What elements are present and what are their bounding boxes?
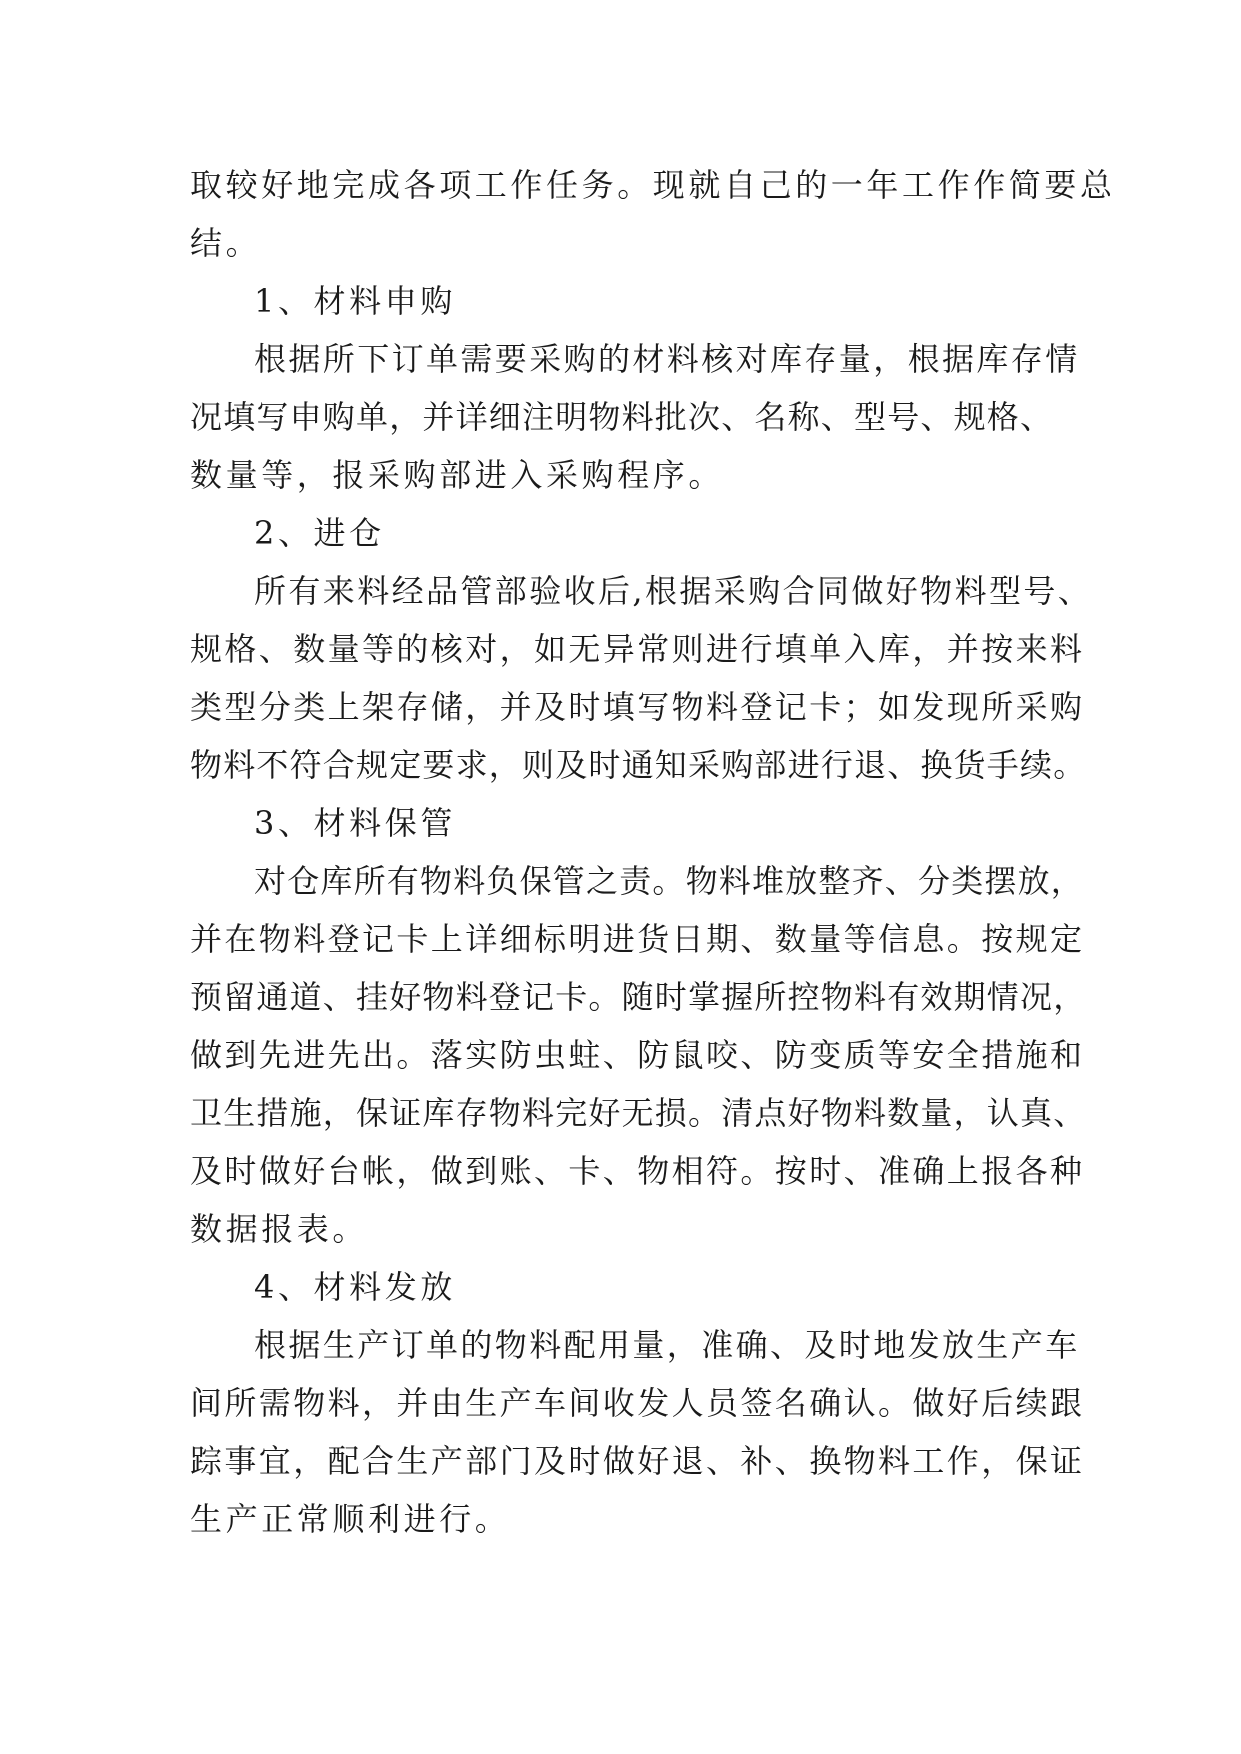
text-line: 做到先进先出。落实防虫蛀、防鼠咬、防变质等安全措施和 [190,1036,1085,1074]
text-line: 根据所下订单需要采购的材料核对库存量，根据库存情 [254,340,1080,378]
document-body [190,156,1116,1548]
text-line: 根据生产订单的物料配用量，准确、及时地发放生产车 [254,1326,1080,1364]
text-line: 预留通道、挂好物料登记卡。随时掌握所控物料有效期情况， [190,978,1087,1016]
text-line: 物料不符合规定要求，则及时通知采购部进行退、换货手续。 [190,746,1087,784]
text-line: 所有来料经品管部验收后,根据采购合同做好物料型号、 [254,572,1093,610]
text-line: 间所需物料，并由生产车间收发人员签名确认。做好后续跟 [190,1384,1085,1422]
text-line: 生产正常顺利进行。 [190,1500,511,1538]
section-heading-3: 3、材料保管 [254,804,456,842]
section-heading-1: 1、材料申购 [254,282,456,320]
text-line: 及时做好台帐，做到账、卡、物相符。按时、准确上报各种 [190,1152,1085,1190]
text-line: 并在物料登记卡上详细标明进货日期、数量等信息。按规定 [190,920,1085,958]
text-line: 卫生措施，保证库存物料完好无损。清点好物料数量，认真、 [190,1094,1087,1132]
text-line: 规格、数量等的核对，如无异常则进行填单入库，并按来料 [190,630,1085,668]
text-line: 对仓库所有物料负保管之责。物料堆放整齐、分类摆放， [254,862,1085,900]
text-line: 况填写申购单，并详细注明物料批次、名称、型号、规格、 [190,398,1054,436]
section-heading-2: 2、进仓 [254,514,385,552]
text-line: 数据报表。 [190,1210,369,1248]
text-line: 取较好地完成各项工作任务。现就自己的一年工作作简要总 [190,166,1116,204]
section-heading-4: 4、材料发放 [254,1268,456,1306]
text-line: 结。 [190,224,262,262]
text-line: 类型分类上架存储，并及时填写物料登记卡；如发现所采购 [190,688,1085,726]
text-line: 踪事宜，配合生产部门及时做好退、补、换物料工作，保证 [190,1442,1085,1480]
text-line: 数量等，报采购部进入采购程序。 [190,456,725,494]
